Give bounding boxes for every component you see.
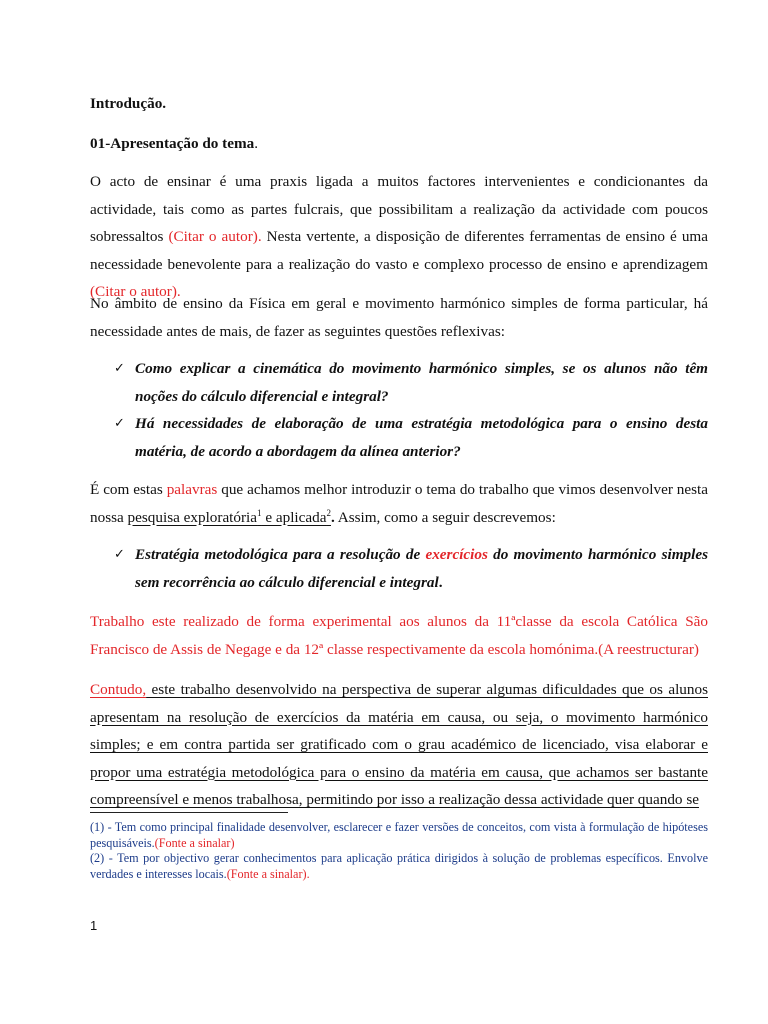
footnote-1-source: (Fonte a sinalar) — [154, 835, 235, 850]
footnote-2-text: (2) - Tem por objectivo gerar conhecimentos para aplicação prática dirigidos à solução de problemas específicos. Envolve verdades e interesses locais. — [90, 851, 708, 881]
theme-period: . — [438, 573, 443, 591]
checkmark-icon: ✓ — [114, 361, 125, 376]
question-item-1 — [114, 355, 708, 410]
question-text-1: Como explicar a cinemática do movimento harmónico simples, se os alunos não têm noções do cálculo diferencial e integral? — [135, 360, 708, 405]
citation-placeholder-2: (Citar o autor). — [90, 283, 181, 300]
theme-text-a: Estratégia metodológica para a resolução de — [135, 546, 426, 563]
paragraph-2 — [90, 290, 708, 345]
underlined-phrase — [128, 509, 331, 526]
footnote-1 — [90, 820, 708, 851]
paragraph-1-text-b: Nesta vertente, a disposição de diferentes ferramentas de ensino é uma necessidade benevolente para a realização do vasto e complexo processo de ensino e aprendizagem — [90, 228, 708, 273]
highlighted-word-contudo: Contudo, — [90, 681, 147, 698]
question-text-2: Há necessidades de elaboração de uma estratégia metodológica para o ensino desta matéria, de acordo a abordagem da alínea anterior? — [135, 415, 708, 460]
footnote-2 — [90, 851, 708, 882]
paragraph-5-text: este trabalho desenvolvido na perspectiva de superar algumas dificuldades que os alunos apresentam na resolução de exercícios da matéria em causa, ou seja, o movimento harmónico simples; e em contra partida ser gratificado com o grau académico de licenciado, visa elaborar e propor uma estratégia metodológica para o ensino da matéria em causa, que achamos ser bastante compreensível e menos trabalhosa, permitindo por isso a realização dessa actividade quer quando se — [90, 681, 708, 808]
intro-heading-text: Introdução. — [90, 95, 167, 112]
section-title-period: . — [254, 135, 259, 152]
paragraph-4 — [90, 608, 708, 663]
paragraph-3-text-c: Assim, como a seguir descrevemos: — [334, 508, 556, 526]
paragraph-3-period: . — [330, 508, 335, 526]
theme-text-b: do movimento harmónico simples sem recorrência ao cálculo diferencial e integral — [135, 546, 708, 591]
footnote-2-source: (Fonte a sinalar). — [226, 866, 310, 881]
footnote-separator — [90, 812, 288, 813]
highlighted-word-exercicios: exercícios — [425, 546, 488, 563]
section-title — [90, 130, 708, 158]
paragraph-3-text-b: que achamos melhor introduzir o tema do trabalho que vimos desenvolver nesta nossa — [90, 481, 708, 526]
section-title-text: 01-Apresentação do tema — [90, 135, 255, 152]
paragraph-1 — [90, 168, 708, 306]
phrase-aplicada: e aplicada — [261, 508, 327, 526]
checkmark-icon: ✓ — [114, 416, 125, 431]
page-number: 1 — [90, 918, 98, 933]
intro-heading — [90, 90, 708, 118]
paragraph-3-text-a: É com estas — [90, 481, 167, 498]
paragraph-1-text-a: O acto de ensinar é uma praxis ligada a muitos factores intervenientes e condicionantes da actividade, tais como as partes fulcrais, que possibilitam a realização da actividade com poucos sobressaltos — [90, 173, 708, 245]
checkmark-icon: ✓ — [114, 547, 125, 562]
theme-list — [114, 541, 708, 596]
footnote-ref-1: 1 — [257, 507, 262, 518]
citation-placeholder-1: (Citar o autor). — [168, 228, 262, 245]
reflexive-questions-list — [114, 355, 708, 465]
question-item-2 — [114, 410, 708, 465]
footnotes — [90, 820, 708, 882]
footnote-ref-2: 2 — [326, 507, 331, 518]
paragraph-3 — [90, 476, 708, 531]
paragraph-4-text: Trabalho este realizado de forma experimental aos alunos da 11ªclasse da escola Católica São Francisco de Assis de Negage e da 12ª classe respectivamente da escola homónima.(A reestructurar) — [90, 613, 708, 658]
theme-item — [114, 541, 708, 596]
paragraph-5 — [90, 676, 708, 814]
paragraph-2-text: No âmbito de ensino da Física em geral e movimento harmónico simples de forma particular, há necessidade antes de mais, de fazer as seguintes questões reflexivas: — [90, 295, 708, 340]
phrase-pesquisa-exploratoria: pesquisa exploratória — [127, 508, 258, 526]
highlighted-word-palavras: palavras — [166, 481, 218, 498]
footnote-1-text: (1) - Tem como principal finalidade desenvolver, esclarecer e fazer versões de conceitos, com vista à formulação de hipóteses pesquisáveis. — [90, 820, 708, 850]
